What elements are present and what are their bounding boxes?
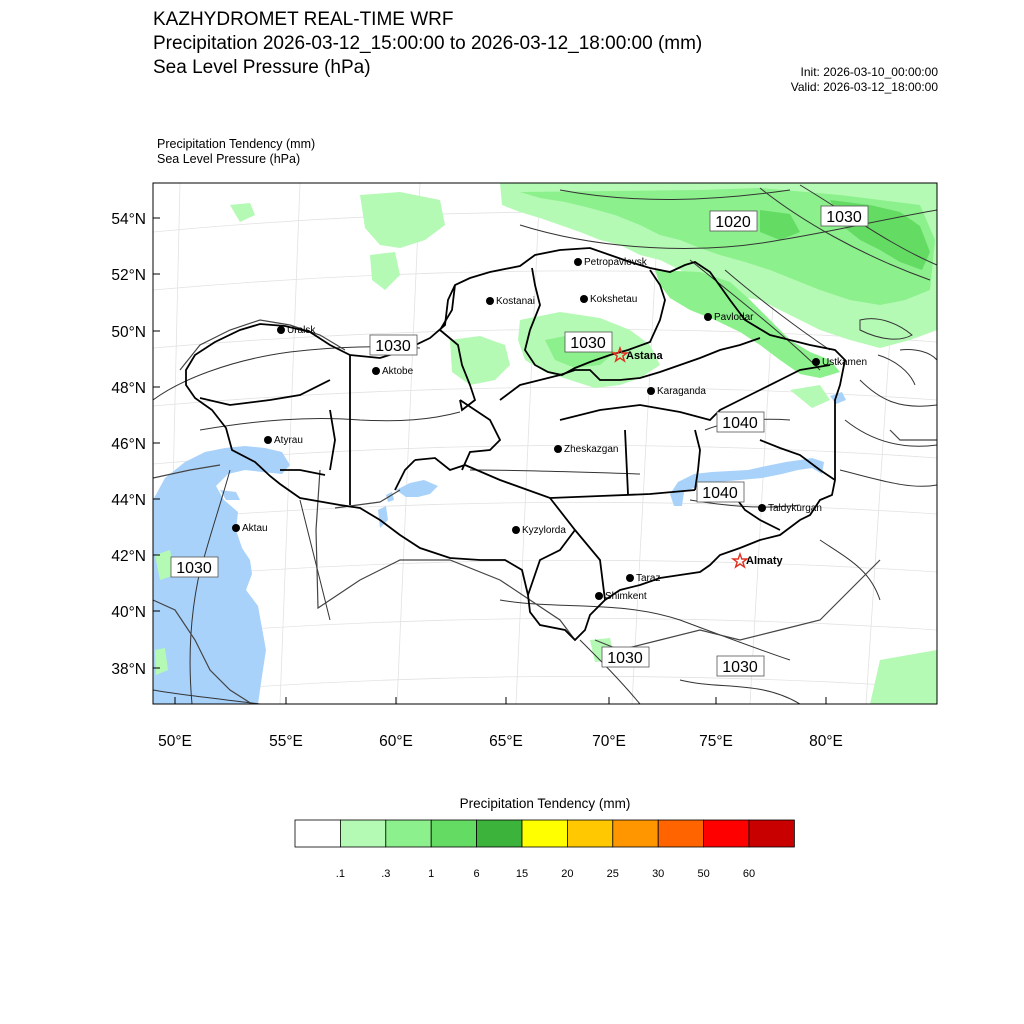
aral-sea	[396, 480, 438, 497]
capital-star-icon	[733, 554, 747, 567]
city-dot	[758, 504, 766, 512]
colorbar	[295, 820, 794, 847]
city-label: Ustkamen	[822, 357, 868, 368]
field-label-precip: Precipitation Tendency (mm)	[157, 137, 316, 151]
isobar-label: 1040	[722, 415, 758, 432]
city-dot	[812, 358, 820, 366]
city-dot	[554, 445, 562, 453]
lat-label: 42°N	[111, 548, 146, 565]
isobar-label: 1030	[570, 335, 606, 352]
lat-label: 46°N	[111, 436, 146, 453]
colorbar-swatch	[431, 820, 476, 847]
colorbar-swatch	[340, 820, 385, 847]
colorbar-swatch	[613, 820, 658, 847]
colorbar-tick-label: .1	[335, 868, 345, 880]
isobar-label: 1030	[176, 560, 212, 577]
colorbar-swatch	[522, 820, 567, 847]
lon-label: 50°E	[158, 733, 192, 750]
colorbar-tick-label: 25	[606, 868, 619, 880]
colorbar-tick-label: .3	[381, 868, 391, 880]
city-dot	[626, 574, 634, 582]
isobar-label: 1030	[826, 209, 862, 226]
city-label: Pavlodar	[714, 312, 754, 323]
city-label: Taraz	[636, 573, 661, 584]
city-dot	[486, 297, 494, 305]
colorbar-tick-label: 15	[515, 868, 529, 880]
lat-label: 44°N	[111, 492, 146, 509]
init-time: Init: 2026-03-10_00:00:00	[800, 65, 938, 79]
lon-labels	[158, 733, 843, 750]
lon-label: 70°E	[592, 733, 626, 750]
lat-label: 40°N	[111, 604, 146, 621]
colorbar-swatch	[749, 820, 794, 847]
title-line-1: KAZHYDROMET REAL-TIME WRF	[153, 9, 454, 30]
city-dot	[704, 313, 712, 321]
colorbar-swatch	[658, 820, 703, 847]
city-label: Shimkent	[605, 591, 647, 602]
valid-time: Valid: 2026-03-12_18:00:00	[790, 80, 938, 94]
lat-label: 50°N	[111, 324, 146, 341]
title-line-3: Sea Level Pressure (hPa)	[153, 57, 371, 78]
colorbar-swatch	[567, 820, 612, 847]
field-label-slp: Sea Level Pressure (hPa)	[157, 152, 301, 166]
lon-label: 65°E	[489, 733, 523, 750]
city-dot	[595, 592, 603, 600]
colorbar-tick-label: 1	[428, 868, 435, 880]
colorbar-labels	[336, 868, 755, 880]
lat-labels	[111, 211, 146, 678]
city-label: Petropavlovsk	[584, 257, 647, 268]
isobar-label: 1020	[715, 214, 751, 231]
lon-label: 55°E	[269, 733, 303, 750]
city-label: Zheskazgan	[564, 444, 619, 455]
city-dot	[512, 526, 520, 534]
city-label: Kokshetau	[590, 294, 638, 305]
city-label: Astana	[626, 350, 663, 362]
map-layer	[153, 183, 937, 704]
city-dot	[232, 524, 240, 532]
colorbar-tick-label: 20	[561, 868, 574, 880]
city-dot	[574, 258, 582, 266]
lake-balkhash	[670, 458, 824, 506]
lon-label: 75°E	[699, 733, 733, 750]
lon-label: 80°E	[809, 733, 843, 750]
isobar-label: 1030	[607, 650, 643, 667]
city-dot	[647, 387, 655, 395]
isobar-label: 1030	[722, 659, 758, 676]
city-label: Atyrau	[274, 435, 303, 446]
city-label: Aktau	[242, 523, 268, 534]
city-dot	[580, 295, 588, 303]
colorbar-swatch	[477, 820, 522, 847]
isobar-label: 1030	[375, 338, 411, 355]
colorbar-swatch	[295, 820, 340, 847]
colorbar-swatch	[386, 820, 431, 847]
city-label: Uralsk	[287, 325, 316, 336]
lat-label: 52°N	[111, 267, 146, 284]
city-dot	[264, 436, 272, 444]
city-label: Taldykurgan	[768, 503, 822, 514]
colorbar-swatch	[704, 820, 749, 847]
isobar-label: 1040	[702, 485, 738, 502]
lat-label: 54°N	[111, 211, 146, 228]
title-line-2: Precipitation 2026-03-12_15:00:00 to 2026-03-12_18:00:00 (mm)	[153, 33, 703, 54]
colorbar-tick-label: 6	[473, 868, 480, 880]
city-dot	[372, 367, 380, 375]
colorbar-tick-label: 60	[742, 868, 756, 880]
lon-label: 60°E	[379, 733, 413, 750]
city-dot	[277, 326, 285, 334]
city-label: Kyzylorda	[522, 525, 566, 536]
colorbar-tick-label: 50	[697, 868, 710, 880]
city-label: Kostanai	[496, 296, 535, 307]
city-markers	[232, 257, 867, 602]
city-label: Karaganda	[657, 386, 706, 397]
city-label: Almaty	[746, 555, 783, 567]
lat-label: 48°N	[111, 380, 146, 397]
colorbar-tick-label: 30	[652, 868, 665, 880]
city-label: Aktobe	[382, 366, 414, 377]
lat-label: 38°N	[111, 661, 146, 678]
colorbar-title: Precipitation Tendency (mm)	[459, 796, 631, 811]
